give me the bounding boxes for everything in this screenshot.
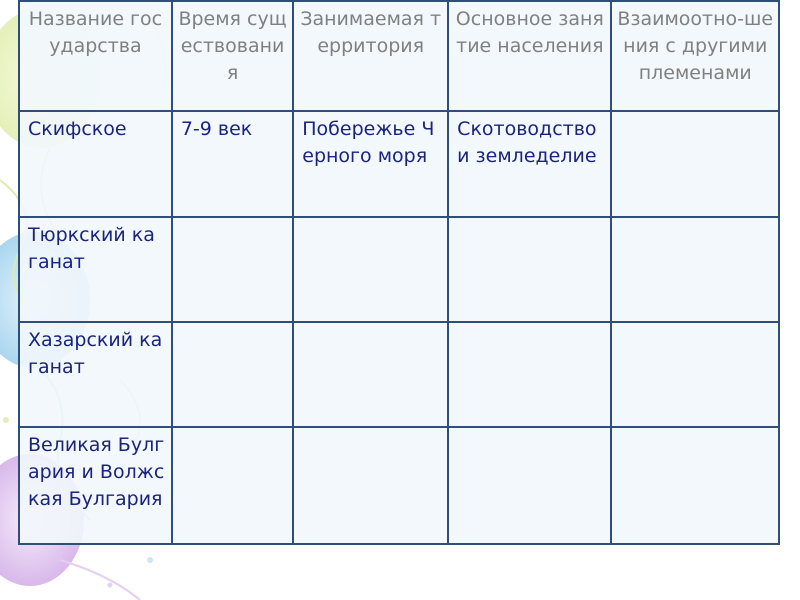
cell-occupation — [448, 217, 611, 322]
table-row — [19, 322, 779, 427]
cell-territory — [293, 322, 448, 427]
states-table — [18, 0, 780, 545]
table-header-row — [19, 1, 779, 111]
cell-existence-time: 7-9 век — [172, 111, 293, 216]
cell-territory — [293, 217, 448, 322]
cell-occupation: Скотоводство и земледелие — [448, 111, 611, 216]
table-row — [19, 217, 779, 322]
table-row — [19, 111, 779, 216]
cell-state-name: Скифское — [19, 111, 172, 216]
cell-relations — [611, 111, 779, 216]
cell-state-name: Великая Булгария и Волжская Булгария — [19, 427, 172, 544]
cell-existence-time — [172, 217, 293, 322]
table-row — [19, 427, 779, 544]
header-occupation: Основное занятие населения — [448, 1, 611, 111]
header-state-name: Название государства — [19, 1, 172, 111]
cell-existence-time — [172, 322, 293, 427]
cell-relations — [611, 427, 779, 544]
header-territory: Занимаемая территория — [293, 1, 448, 111]
cell-relations — [611, 217, 779, 322]
cell-existence-time — [172, 427, 293, 544]
cell-occupation — [448, 322, 611, 427]
cell-state-name: Хазарский каганат — [19, 322, 172, 427]
cell-state-name: Тюркский каганат — [19, 217, 172, 322]
cell-territory: Побережье Черного моря — [293, 111, 448, 216]
cell-relations — [611, 322, 779, 427]
header-relations: Взаимоотно-шения с другими племенами — [611, 1, 779, 111]
cell-territory — [293, 427, 448, 544]
cell-occupation — [448, 427, 611, 544]
header-existence-time: Время существования — [172, 1, 293, 111]
